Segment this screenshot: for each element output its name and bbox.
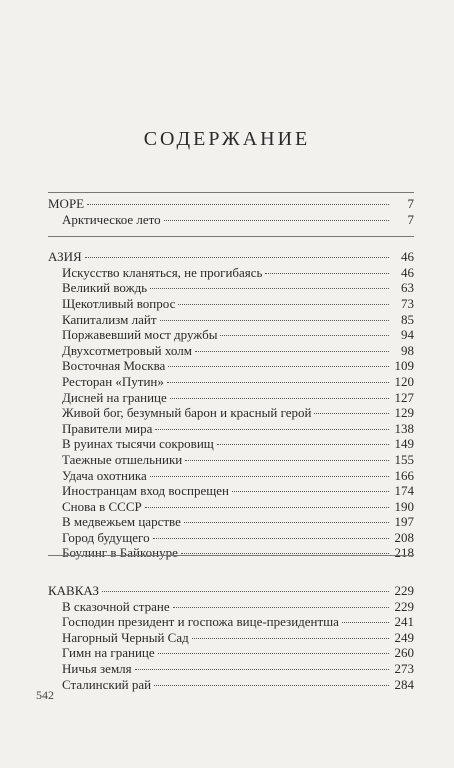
toc-section-asia xyxy=(48,249,414,561)
toc-entry-page: 138 xyxy=(394,420,414,436)
toc-heading[interactable] xyxy=(48,196,414,212)
toc-entry-page: 149 xyxy=(394,436,414,452)
toc-entry-page: 7 xyxy=(407,211,414,227)
toc-entry[interactable] xyxy=(48,421,414,437)
toc-heading[interactable] xyxy=(48,583,414,599)
toc-heading-page: 229 xyxy=(394,583,414,599)
page-number: 542 xyxy=(36,688,54,702)
page-title: СОДЕРЖАНИЕ xyxy=(143,128,311,150)
toc-entry-label: Капитализм лайт xyxy=(62,311,157,327)
dot-leader xyxy=(184,522,389,523)
dot-leader xyxy=(87,204,389,205)
dot-leader xyxy=(164,220,389,221)
toc-entry-label: В медвежьем царстве xyxy=(62,514,181,530)
dot-leader xyxy=(150,476,389,477)
toc-entry-page: 273 xyxy=(394,661,414,677)
toc-entry-label: Живой бог, безумный барон и красный герой xyxy=(62,405,312,421)
toc-heading-page: 46 xyxy=(401,249,414,265)
toc-entry[interactable] xyxy=(48,312,414,328)
toc-section-sea xyxy=(48,196,414,227)
toc-entry-label: Ресторан «Путин» xyxy=(62,373,164,389)
toc-entry-label: Великий вождь xyxy=(62,280,148,296)
dot-leader xyxy=(153,538,389,539)
toc-entry[interactable] xyxy=(48,630,414,646)
toc-entry-label: Поржавевший мост дружбы xyxy=(62,327,218,343)
toc-entry[interactable] xyxy=(48,614,414,630)
toc-entry-label: Щекотливый вопрос xyxy=(62,295,176,311)
toc-entry-page: 166 xyxy=(394,467,414,483)
toc-entry[interactable] xyxy=(48,514,414,530)
toc-entry[interactable] xyxy=(48,645,414,661)
table-of-contents xyxy=(48,196,414,714)
toc-entry[interactable] xyxy=(48,452,414,468)
toc-entry-page: 249 xyxy=(394,629,414,645)
toc-entry-label: Правители мира xyxy=(62,420,153,436)
toc-entry-label: Искусство кланяться, не прогибаясь xyxy=(62,264,263,280)
toc-entry-page: 129 xyxy=(394,405,414,421)
toc-entry-page: 229 xyxy=(394,598,414,614)
toc-entry-label: Таежные отшельники xyxy=(62,451,183,467)
dot-leader xyxy=(158,653,389,654)
toc-heading-label: АЗИЯ xyxy=(48,249,82,265)
dot-leader xyxy=(185,460,389,461)
toc-entry-page: 155 xyxy=(394,451,414,467)
toc-entry-page: 63 xyxy=(401,280,414,296)
toc-entry[interactable] xyxy=(48,327,414,343)
dot-leader xyxy=(232,491,389,492)
toc-entry-page: 208 xyxy=(394,529,414,545)
dot-leader xyxy=(167,382,389,383)
dot-leader xyxy=(220,335,389,336)
toc-entry[interactable] xyxy=(48,468,414,484)
dot-leader xyxy=(102,591,389,592)
toc-entry[interactable] xyxy=(48,405,414,421)
toc-entry-label: Ничья земля xyxy=(62,661,132,677)
toc-entry[interactable] xyxy=(48,483,414,499)
toc-entry[interactable] xyxy=(48,343,414,359)
toc-entry[interactable] xyxy=(48,374,414,390)
toc-entry-page: 190 xyxy=(394,498,414,514)
dot-leader xyxy=(160,320,389,321)
dot-leader xyxy=(150,288,389,289)
toc-entry-page: 98 xyxy=(401,342,414,358)
toc-entry-page: 85 xyxy=(401,311,414,327)
dot-leader xyxy=(173,607,389,608)
toc-entry-page: 120 xyxy=(394,373,414,389)
toc-entry[interactable] xyxy=(48,390,414,406)
toc-entry-label: Восточная Москва xyxy=(62,358,166,374)
toc-entry[interactable] xyxy=(48,530,414,546)
toc-entry[interactable] xyxy=(48,499,414,515)
toc-section-caucasus xyxy=(48,583,414,692)
toc-entry-label: Нагорный Черный Сад xyxy=(62,629,189,645)
dot-leader xyxy=(85,257,389,258)
toc-entry-page: 241 xyxy=(394,614,414,630)
dot-leader xyxy=(168,366,389,367)
dot-leader xyxy=(314,413,389,414)
toc-entry[interactable] xyxy=(48,677,414,693)
toc-entry-label: Господин президент и госпожа вице-президентша xyxy=(62,614,339,630)
toc-entry[interactable] xyxy=(48,212,414,228)
toc-entry[interactable] xyxy=(48,358,414,374)
toc-entry-label: Гимн на границе xyxy=(62,645,155,661)
toc-entry[interactable] xyxy=(48,296,414,312)
dot-leader xyxy=(265,273,389,274)
toc-entry[interactable] xyxy=(48,265,414,281)
toc-entry-label: Дисней на границе xyxy=(62,389,167,405)
toc-entry-label: Арктическое лето xyxy=(62,211,161,227)
dot-leader xyxy=(135,669,389,670)
toc-entry[interactable] xyxy=(48,661,414,677)
toc-entry[interactable] xyxy=(48,545,414,561)
toc-entry-label: Иностранцам вход воспрещен xyxy=(62,483,229,499)
toc-entry-page: 127 xyxy=(394,389,414,405)
dot-leader xyxy=(192,638,389,639)
toc-entry-label: Сталинский рай xyxy=(62,676,152,692)
toc-entry-label: В руинах тысячи сокровищ xyxy=(62,436,214,452)
toc-entry-page: 94 xyxy=(401,327,414,343)
section-divider xyxy=(48,236,414,237)
toc-entry-label: Двухсотметровый холм xyxy=(62,342,192,358)
toc-entry-label: Город будущего xyxy=(62,529,150,545)
toc-entry-page: 73 xyxy=(401,295,414,311)
toc-entry-page: 218 xyxy=(394,545,414,561)
dot-leader xyxy=(154,685,389,686)
dot-leader xyxy=(155,429,389,430)
toc-entry[interactable] xyxy=(48,280,414,296)
toc-entry[interactable] xyxy=(48,436,414,452)
dot-leader xyxy=(178,304,389,305)
toc-entry-label: Удача охотника xyxy=(62,467,147,483)
toc-heading-label: МОРЕ xyxy=(48,196,85,211)
section-divider xyxy=(48,555,414,556)
toc-entry-page: 260 xyxy=(394,645,414,661)
toc-entry-label: Снова в СССР xyxy=(62,498,142,514)
toc-entry-page: 197 xyxy=(394,514,414,530)
section-divider xyxy=(48,192,414,193)
toc-heading[interactable] xyxy=(48,249,414,265)
toc-entry-page: 284 xyxy=(394,676,414,692)
dot-leader xyxy=(145,507,389,508)
toc-entry[interactable] xyxy=(48,599,414,615)
dot-leader xyxy=(217,444,389,445)
dot-leader xyxy=(195,351,389,352)
toc-entry-page: 109 xyxy=(394,358,414,374)
toc-entry-label: Боулинг в Байконуре xyxy=(62,545,178,561)
toc-entry-page: 174 xyxy=(394,483,414,499)
toc-heading-page: 7 xyxy=(407,196,414,211)
toc-heading-label: КАВКАЗ xyxy=(48,583,99,599)
dot-leader xyxy=(170,398,389,399)
toc-entry-label: В сказочной стране xyxy=(62,598,170,614)
toc-entry-page: 46 xyxy=(401,264,414,280)
dot-leader xyxy=(342,622,389,623)
